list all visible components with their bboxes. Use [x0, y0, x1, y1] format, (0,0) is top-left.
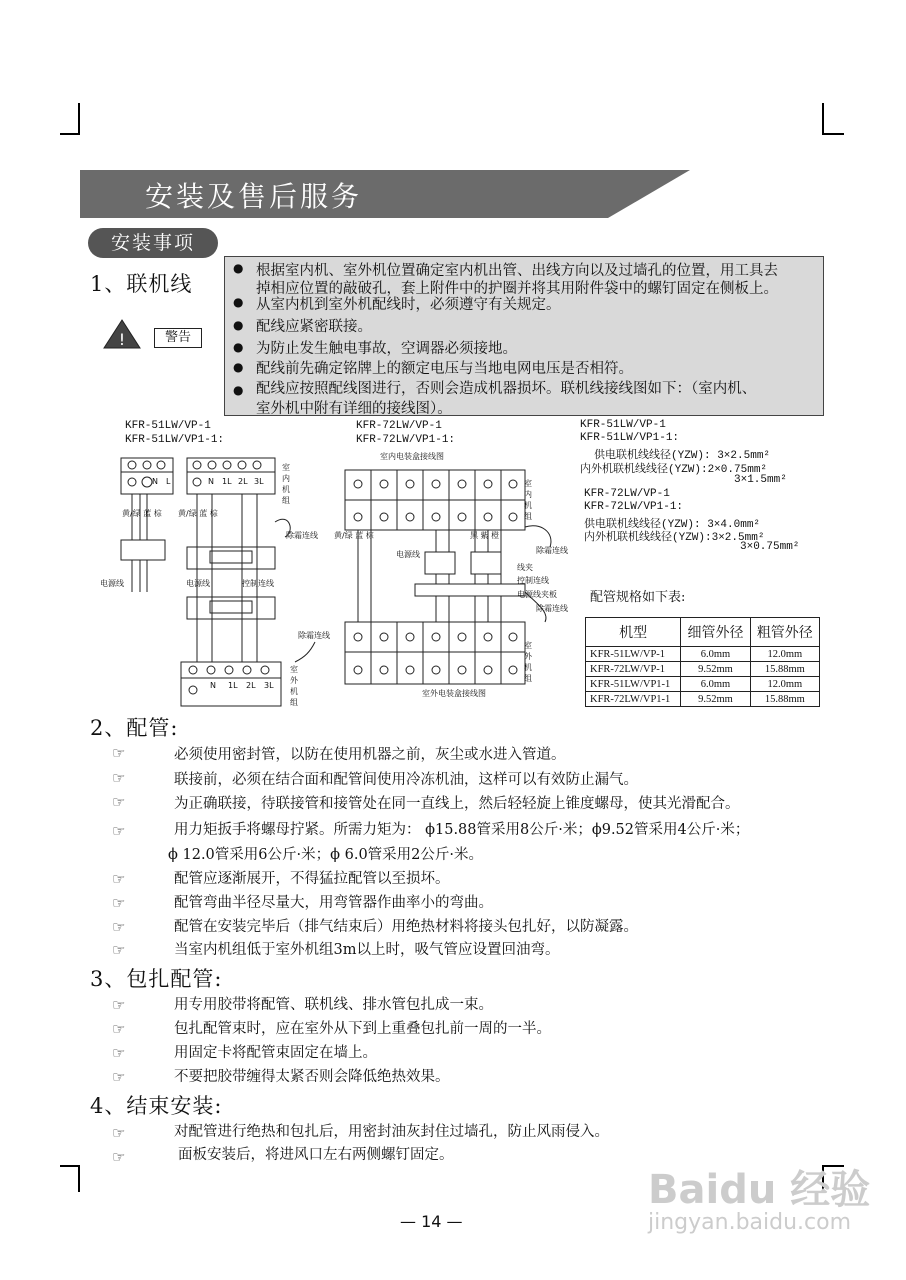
pointing-hand-icon: ☞ — [112, 870, 126, 888]
bullet: ● — [233, 295, 244, 309]
table-header: 粗管外径 — [750, 618, 819, 647]
pointing-hand-icon: ☞ — [112, 996, 126, 1014]
page-number: — 14 — — [400, 1212, 463, 1231]
defrost-line-label: 除霜连线 — [286, 531, 318, 540]
wire-color-label: 黄/绿 蓝 棕 — [122, 509, 162, 518]
diagram-model-label: KFR-72LW/VP-1 — [356, 420, 442, 432]
pointing-hand-icon: ☞ — [112, 769, 126, 787]
table-cell: KFR-72LW/VP-1 — [586, 662, 681, 677]
defrost-line-label: 除霜连线 — [298, 631, 330, 640]
warning-label: 警告 — [154, 328, 202, 348]
table-cell: KFR-51LW/VP1-1 — [586, 677, 681, 692]
bullet: ● — [233, 261, 244, 275]
warning-line: 根据室内机、室外机位置确定室内机出管、出线方向以及过墙孔的位置，用工具去 — [256, 263, 778, 279]
warning-line: 配线前先确定铭牌上的额定电压与当地电网电压是否相符。 — [256, 361, 633, 377]
clip-label: 线夹 — [517, 563, 533, 572]
section1-heading: 1、联机线 — [90, 272, 193, 296]
wire-color-label: 黄/绿 蓝 棕 — [334, 531, 374, 540]
section-tab: 安装事项 — [88, 228, 218, 258]
instruction-line: 用固定卡将配管束固定在墙上。 — [174, 1045, 377, 1061]
defrost-line-label: 除霜连线 — [536, 546, 568, 555]
table-header: 机型 — [586, 618, 681, 647]
crop-mark-tr-h — [822, 133, 844, 135]
instruction-line: 配管弯曲半径尽量大，用弯管器作曲率小的弯曲。 — [174, 895, 493, 911]
crop-mark-tr-v — [822, 103, 824, 135]
instruction-line: 用力矩扳手将螺母拧紧。所需力矩为： ϕ15.88管采用8公斤·米；ϕ9.52管采用4公斤·米； — [174, 822, 750, 838]
instruction-line: 当室内机组低于室外机组3m以上时，吸气管应设置回油弯。 — [174, 942, 560, 958]
warning-line: 室外机中附有详细的接线图）。 — [256, 401, 452, 417]
section3-heading: 3、包扎配管: — [90, 967, 223, 991]
terminal-label: 2L — [238, 477, 248, 486]
spec-model: KFR-72LW/VP-1 — [584, 488, 670, 500]
table-cell: 12.0mm — [750, 647, 819, 662]
terminal-label: N — [208, 477, 214, 486]
spec-line: 供电联机线线径(YZW): 3×2.5mm² — [594, 450, 771, 462]
defrost-line-label: 除霜连线 — [536, 604, 568, 613]
crop-mark-tl-h — [60, 133, 80, 135]
pointing-hand-icon: ☞ — [112, 1020, 126, 1038]
diagram-caption: 室内电装盒接线图 — [380, 452, 444, 461]
warning-line: 掉相应位置的敲破孔，套上附件中的护圈并将其用附件袋中的螺钉固定在侧板上。 — [256, 281, 778, 297]
instruction-line: 用专用胶带将配管、联机线、排水管包扎成一束。 — [174, 997, 493, 1013]
instruction-line: 联接前，必须在结合面和配管间使用冷冻机油，这样可以有效防止漏气。 — [174, 772, 638, 788]
table-row — [586, 662, 820, 677]
spec-line: 供电联机线线径(YZW): 3×4.0mm² — [584, 519, 761, 531]
baidu-watermark-url: jingyan.baidu.com — [648, 1210, 852, 1235]
table-cell: KFR-72LW/VP1-1 — [586, 692, 681, 707]
spec-line: 3×0.75mm² — [740, 541, 800, 553]
pointing-hand-icon: ☞ — [112, 1044, 126, 1062]
table-cell: 9.52mm — [681, 692, 750, 707]
table-row — [586, 692, 820, 707]
svg-text:!: ! — [118, 330, 126, 349]
spec-line: 3×1.5mm² — [734, 474, 787, 486]
outdoor-unit-label: 室外机组 — [290, 665, 298, 707]
baidu-watermark-logo: Baidu 经验 — [648, 1167, 871, 1213]
warning-line: 配线应按照配线图进行，否则会造成机器损坏。联机线接线图如下：（室内机、 — [256, 381, 757, 397]
spec-line: 内外机联机线线径(YZW):3×2.5mm² — [584, 532, 765, 544]
instruction-line: 为正确联接，待联接管和接管处在同一直线上，然后轻轻旋上锥度螺母，使其光滑配合。 — [174, 796, 740, 812]
pointing-hand-icon: ☞ — [112, 793, 126, 811]
spec-line: 内外机联机线线径(YZW):2×0.75mm² — [580, 464, 768, 476]
power-line-label: 电源线 — [100, 579, 124, 588]
bullet: ● — [233, 383, 244, 397]
pointing-hand-icon: ☞ — [112, 1068, 126, 1086]
wire-color-label: 黑 紫 橙 — [470, 531, 500, 540]
pipe-spec-table — [585, 617, 820, 707]
warning-line: 配线应紧密联接。 — [256, 319, 372, 335]
indoor-unit-label: 室内机组 — [282, 463, 290, 505]
crop-mark-tl-v — [78, 103, 80, 135]
warning-line: 从室内机到室外机配线时，必须遵守有关规定。 — [256, 297, 561, 313]
control-line-label: 控制连线 — [517, 576, 549, 585]
section4-heading: 4、结束安装: — [90, 1094, 223, 1118]
control-line-label: 控制连线 — [242, 579, 274, 588]
table-row — [586, 677, 820, 692]
instruction-line: 配管在安装完毕后（排气结束后）用绝热材料将接头包扎好，以防凝露。 — [174, 919, 638, 935]
terminal-label: 2L — [246, 681, 256, 690]
instruction-line: 面板安装后，将进风口左右两侧螺钉固定。 — [178, 1147, 454, 1163]
diagram-caption: 室外电装盒接线图 — [422, 689, 486, 698]
table-cell: 6.0mm — [681, 677, 750, 692]
instruction-line: ϕ 12.0管采用6公斤·米；ϕ 6.0管采用2公斤·米。 — [168, 847, 483, 863]
instruction-line: 包扎配管束时，应在室外从下到上重叠包扎前一周的一半。 — [174, 1021, 551, 1037]
power-line-label: 电源线 — [186, 579, 210, 588]
terminal-label: N — [210, 681, 216, 690]
outdoor-unit-label: 室外机组 — [524, 641, 532, 683]
table-cell: 9.52mm — [681, 662, 750, 677]
clip-label: 电源线夹板 — [517, 590, 557, 599]
bullet: ● — [233, 318, 244, 332]
section2-heading: 2、配管: — [90, 716, 179, 740]
pointing-hand-icon: ☞ — [112, 744, 126, 762]
table-cell: 15.88mm — [750, 662, 819, 677]
instruction-line: 必须使用密封管，以防在使用机器之前，灰尘或水进入管道。 — [174, 747, 566, 763]
power-line-label: 电源线 — [396, 550, 420, 559]
terminal-label: 1L — [222, 477, 232, 486]
diagram-model-label: KFR-72LW/VP1-1: — [356, 434, 456, 446]
pointing-hand-icon: ☞ — [112, 941, 126, 959]
bullet: ● — [233, 360, 244, 374]
page-title: 安装及售后服务 — [145, 180, 363, 213]
pointing-hand-icon: ☞ — [112, 894, 126, 912]
table-cell: KFR-51LW/VP-1 — [586, 647, 681, 662]
table-header: 细管外径 — [681, 618, 750, 647]
terminal-label: 3L — [254, 477, 264, 486]
crop-mark-bl-v — [78, 1165, 80, 1192]
table-cell: 6.0mm — [681, 647, 750, 662]
terminal-label: N — [152, 477, 158, 486]
warning-icon — [102, 318, 142, 350]
pointing-hand-icon: ☞ — [112, 918, 126, 936]
spec-model: KFR-51LW/VP1-1: — [580, 432, 680, 444]
instruction-line: 不要把胶带缠得太紧否则会降低绝热效果。 — [174, 1069, 450, 1085]
pipe-table-caption: 配管规格如下表: — [590, 590, 686, 605]
instruction-line: 对配管进行绝热和包扎后，用密封油灰封住过墙孔，防止风雨侵入。 — [174, 1124, 609, 1140]
table-cell: 12.0mm — [750, 677, 819, 692]
diagram-model-label: KFR-51LW/VP1-1: — [125, 434, 225, 446]
terminal-label: 3L — [264, 681, 274, 690]
table-row — [586, 647, 820, 662]
crop-mark-bl-h — [60, 1165, 80, 1167]
table-cell: 15.88mm — [750, 692, 819, 707]
spec-model: KFR-72LW/VP1-1: — [584, 501, 684, 513]
pointing-hand-icon: ☞ — [112, 1124, 126, 1142]
warning-line: 为防止发生触电事故，空调器必须接地。 — [256, 341, 517, 357]
terminal-label: 1L — [228, 681, 238, 690]
terminal-label: L — [166, 477, 171, 486]
wiring-diagram — [95, 452, 585, 712]
instruction-line: 配管应逐渐展开，不得猛拉配管以至损坏。 — [174, 871, 450, 887]
bullet: ● — [233, 340, 244, 354]
wire-color-label: 黄/绿 蓝 棕 — [178, 509, 218, 518]
diagram-model-label: KFR-51LW/VP-1 — [125, 420, 211, 432]
spec-model: KFR-51LW/VP-1 — [580, 419, 666, 431]
pointing-hand-icon: ☞ — [112, 1148, 126, 1166]
pointing-hand-icon: ☞ — [112, 822, 126, 840]
indoor-unit-label: 室内机组 — [524, 479, 532, 521]
